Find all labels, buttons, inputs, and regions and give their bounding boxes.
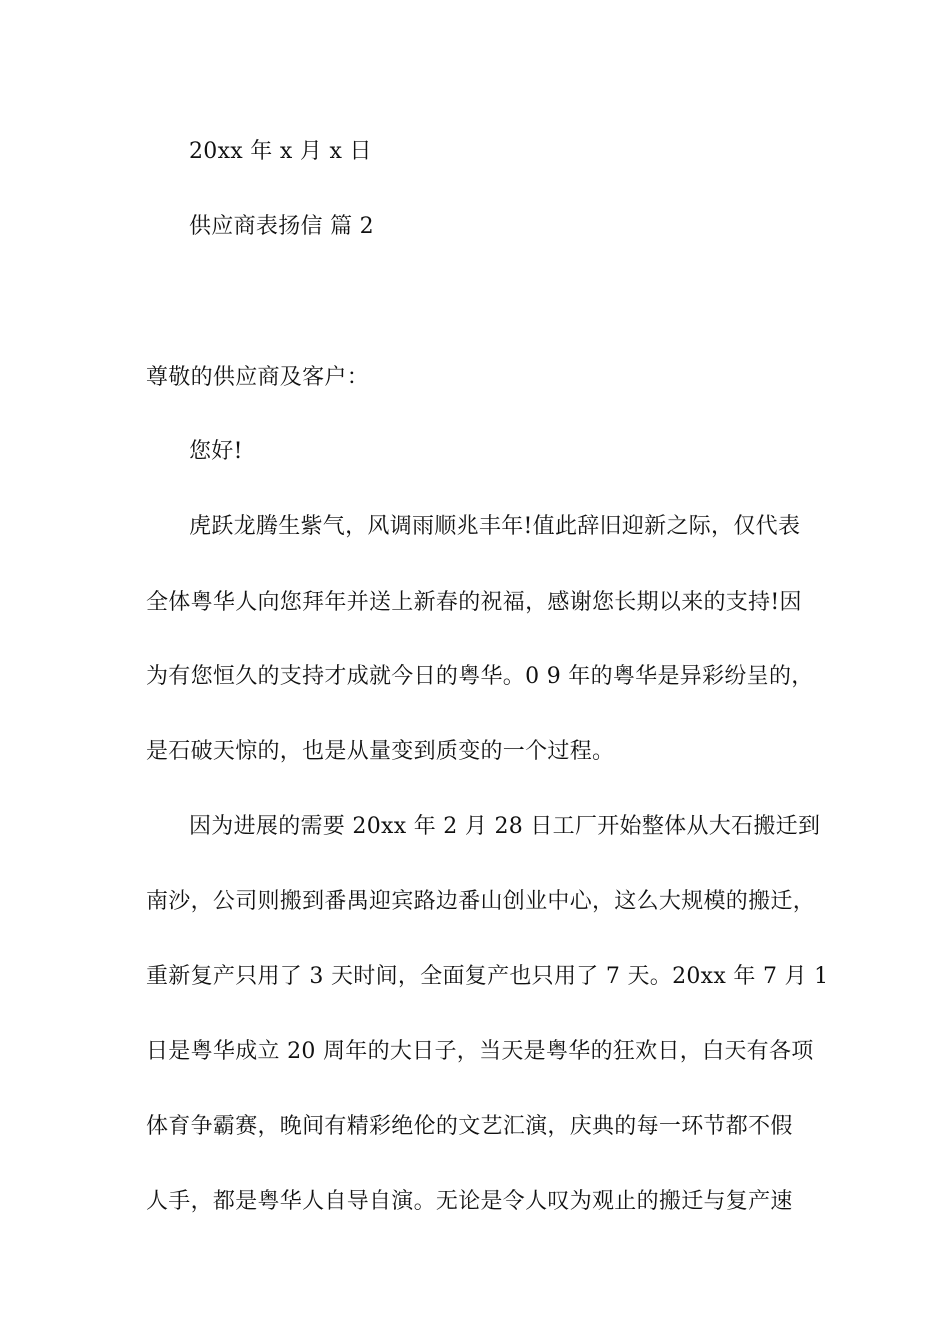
date-line: 20xx 年 x 月 x 日	[189, 139, 372, 164]
paragraph1-line: 虎跃龙腾生紫气，风调雨顺兆丰年!值此辞旧迎新之际，仅代表	[189, 514, 801, 539]
letter-heading: 供应商表扬信 篇 2	[189, 214, 374, 239]
paragraph1-line: 为有您恒久的支持才成就今日的粤华。0 9 年的粤华是异彩纷呈的，	[146, 664, 814, 689]
greeting: 您好!	[189, 439, 243, 464]
paragraph2-line: 体育争霸赛，晚间有精彩绝伦的文艺汇演，庆典的每一环节都不假	[146, 1114, 793, 1139]
paragraph2-line: 人手，都是粤华人自导自演。无论是令人叹为观止的搬迁与复产速	[146, 1189, 793, 1214]
paragraph2-line: 日是粤华成立 20 周年的大日子，当天是粤华的狂欢日，白天有各项	[146, 1039, 814, 1064]
paragraph2-line: 南沙，公司则搬到番禺迎宾路边番山创业中心，这么大规模的搬迁，	[146, 889, 816, 914]
paragraph2-line: 因为进展的需要 20xx 年 2 月 28 日工厂开始整体从大石搬迁到	[189, 814, 821, 839]
paragraph1-line: 全体粤华人向您拜年并送上新春的祝福，感谢您长期以来的支持!因	[146, 590, 802, 615]
paragraph1-line: 是石破天惊的，也是从量变到质变的一个过程。	[146, 739, 615, 764]
paragraph2-line: 重新复产只用了 3 天时间，全面复产也只用了 7 天。20xx 年 7 月 1	[146, 964, 829, 989]
salutation: 尊敬的供应商及客户：	[146, 365, 370, 390]
